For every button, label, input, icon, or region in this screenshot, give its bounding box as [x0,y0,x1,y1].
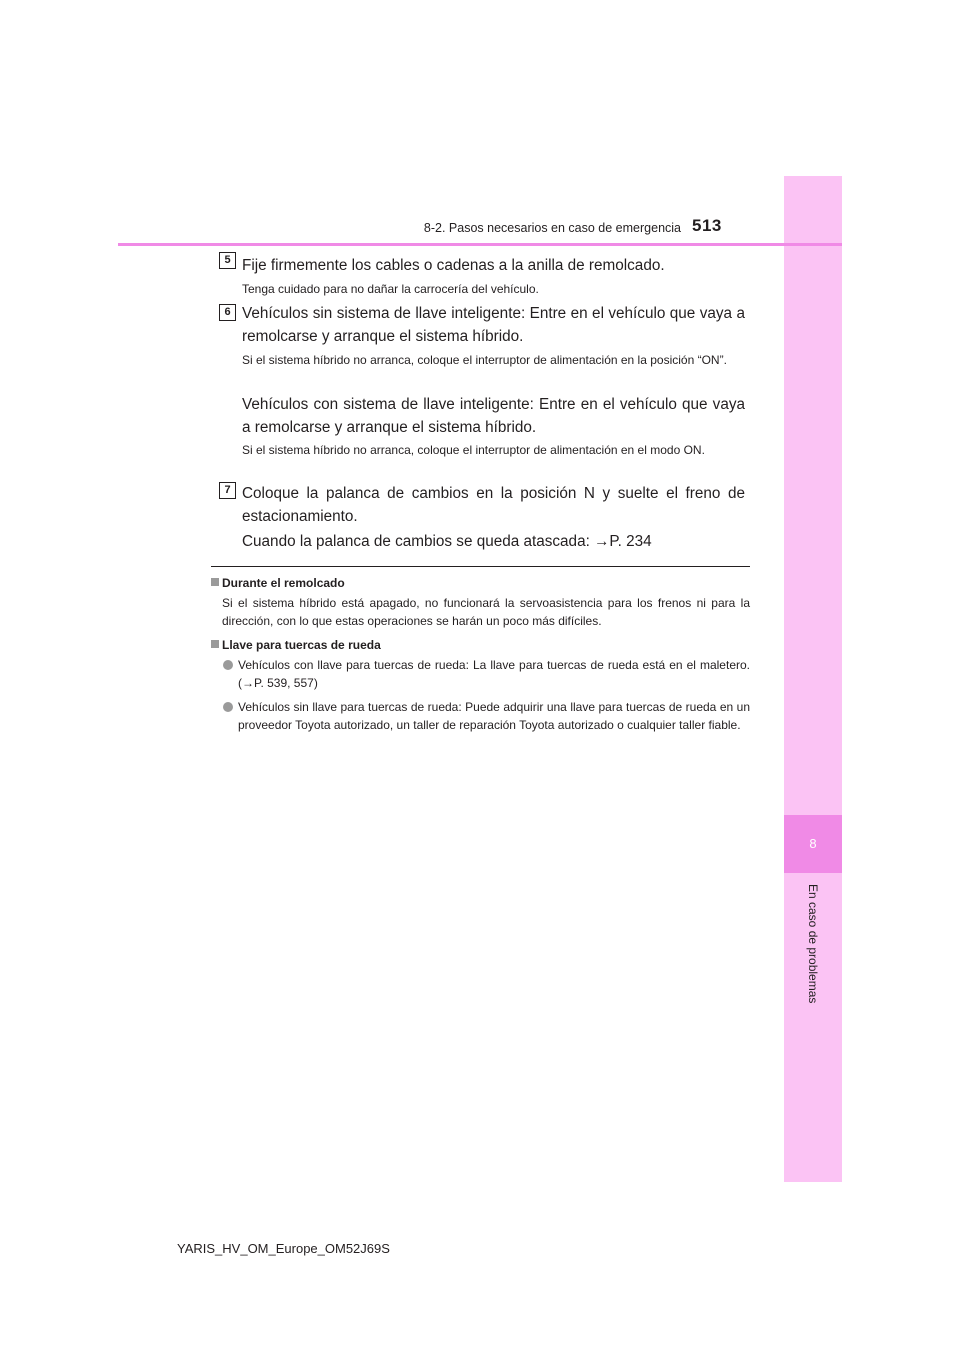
header-rule [118,243,842,246]
page-number: 513 [692,216,722,235]
square-bullet-icon [211,640,219,648]
step-badge-7: 7 [219,482,236,499]
bullet-without-wrench: Vehículos sin llave para tuercas de rueda: Puede adquirir una llave para tuercas de rueda en un proveedor Toyota autorizado, un taller de reparación Toyota autorizado o cualquier taller fiable. [238,700,750,732]
circle-bullet-icon [223,660,233,670]
step-7-instruction: Coloque la palanca de cambios en la posición N y suelte el freno de estacionamiento. [242,485,745,525]
chapter-number-tab: 8 [784,815,842,873]
step-badge-6: 6 [219,304,236,321]
step-6-instruction: Vehículos sin sistema de llave inteligente: Entre en el vehículo que vaya a remolcarse y arranque el sistema híbrido. [242,305,745,345]
towing-paragraph: Si el sistema híbrido está apagado, no funcionará la servoasistencia para los frenos ni para la dirección, con lo que estas operaciones se harán un poco más difíciles. [222,596,750,628]
heading-wheel-nut-wrench: Llave para tuercas de rueda [211,637,381,653]
chapter-title-tab [786,884,840,1024]
bullet-with-wrench: Vehículos con llave para tuercas de rueda: La llave para tuercas de rueda está en el maletero. (→P. 539, 557) [238,658,750,690]
step-6-note-smart-key: Si el sistema híbrido no arranca, coloque el interruptor de alimentación en el modo ON. [242,443,705,457]
step-6-note: Si el sistema híbrido no arranca, coloque el interruptor de alimentación en la posición “ON”. [242,353,727,367]
circle-bullet-icon [223,702,233,712]
step-5-note: Tenga cuidado para no dañar la carrocería del vehículo. [242,282,539,296]
heading-towing: Durante el remolcado [211,575,345,591]
step-5-instruction: Fije firmemente los cables o cadenas a la anilla de remolcado. [242,257,665,274]
square-bullet-icon [211,578,219,586]
step-badge-5: 5 [219,252,236,269]
section-title: 8-2. Pasos necesarios en caso de emergencia [423,221,681,235]
chapter-title: En caso de problemas [806,884,820,1004]
side-tab [784,176,842,1182]
step-6-instruction-smart-key: Vehículos con sistema de llave inteligente: Entre en el vehículo que vaya a remolcarse y arranque el sistema híbrido. [242,396,745,436]
step-7-stuck-lever: Cuando la palanca de cambios se queda atascada: →P. 234 [242,533,652,550]
section-divider [211,566,750,567]
document-code: YARIS_HV_OM_Europe_OM52J69S [177,1241,390,1256]
